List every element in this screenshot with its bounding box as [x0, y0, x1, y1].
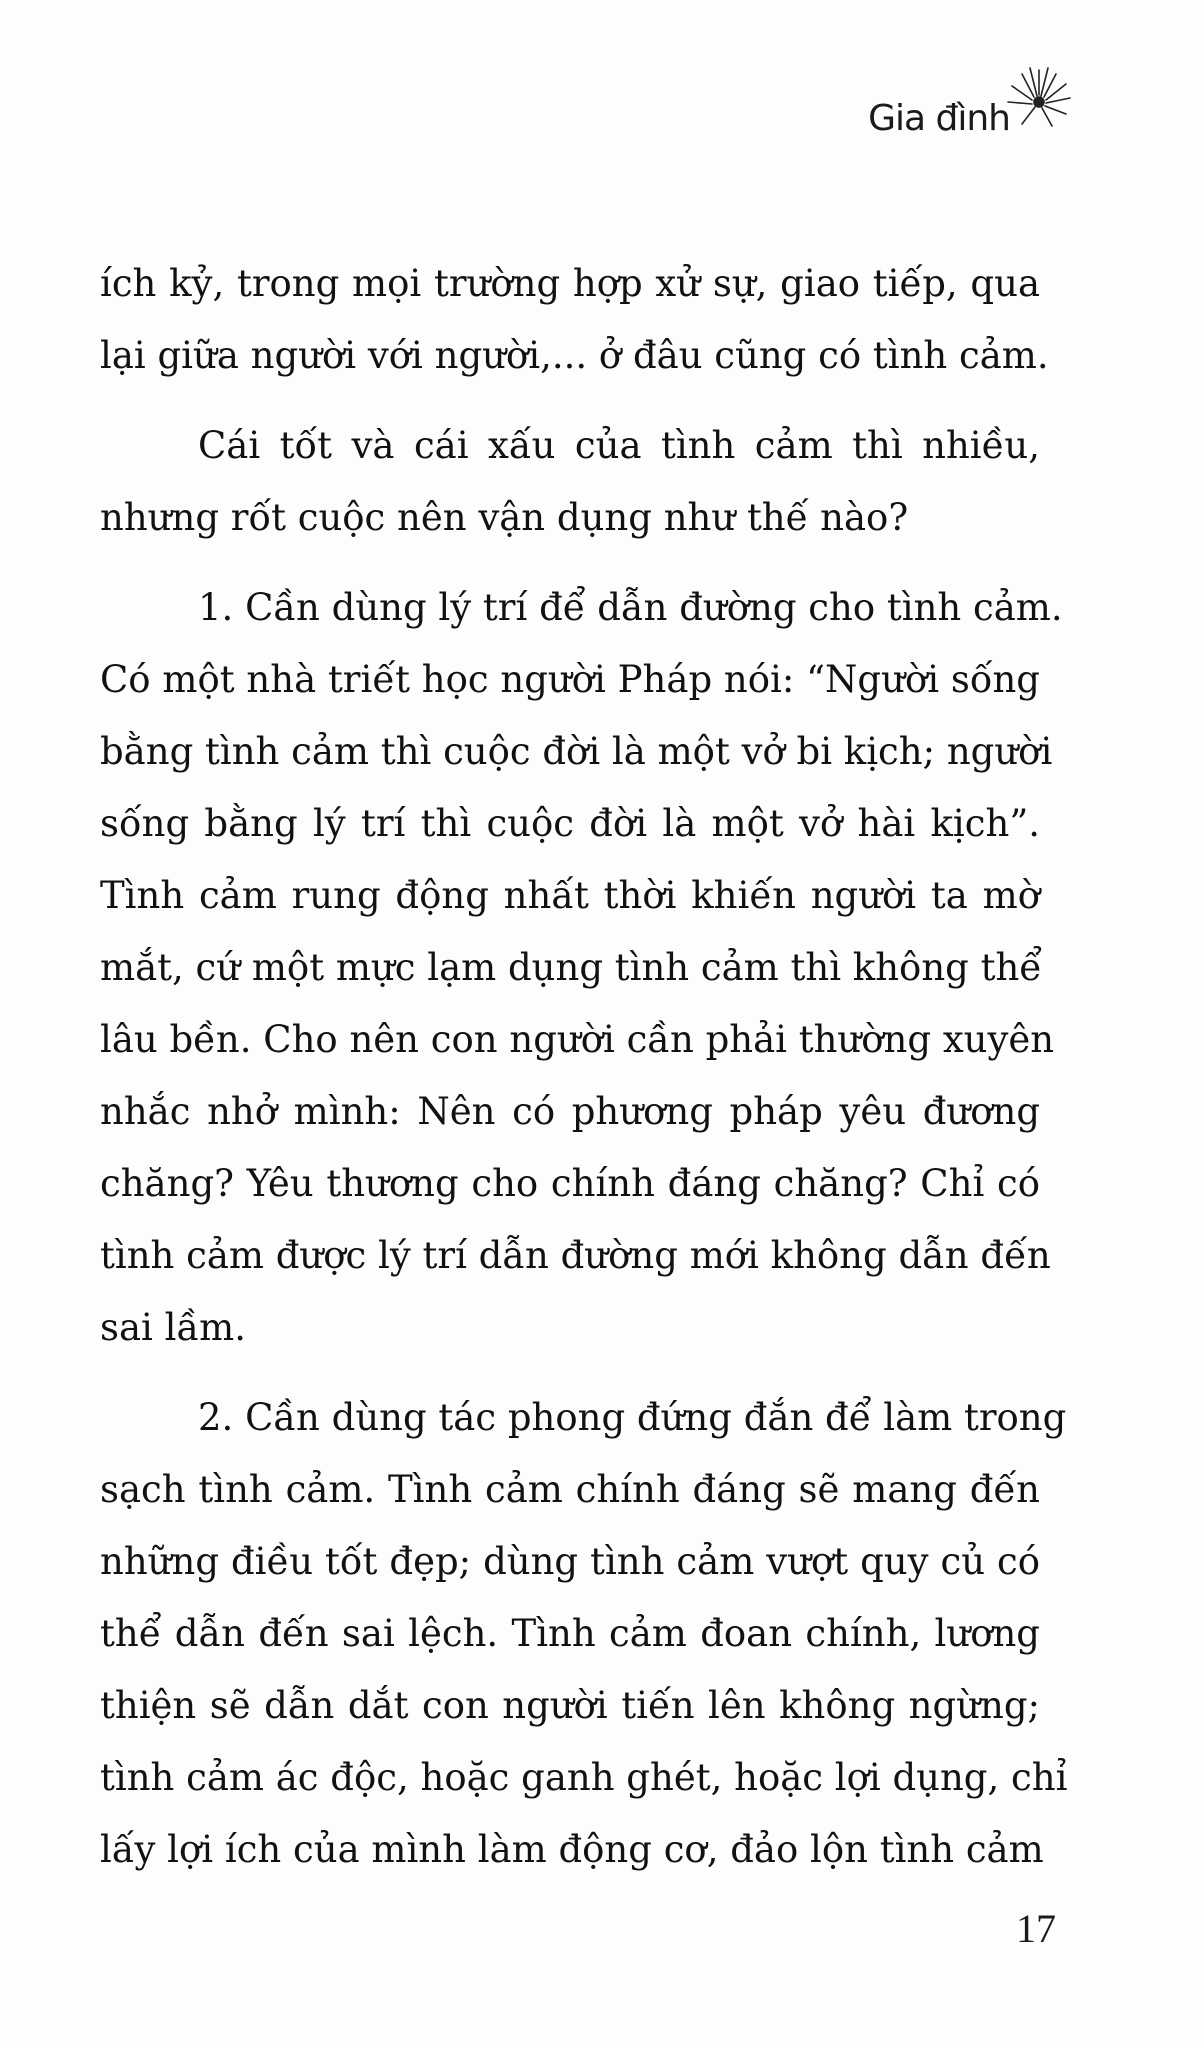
text-line: lại giữa người với người,... ở đâu cũng có tình cảm.: [100, 334, 1049, 377]
text-line: sống bằng lý trí thì cuộc đời là một vở hài kịch”.: [100, 802, 1040, 845]
text-line: sạch tình cảm. Tình cảm chính đáng sẽ mang đến: [100, 1468, 1040, 1511]
text-line: thiện sẽ dẫn dắt con người tiến lên không ngừng;: [100, 1684, 1040, 1727]
text-line: ích kỷ, trong mọi trường hợp xử sự, giao tiếp, qua: [100, 262, 1040, 305]
text-line: thể dẫn đến sai lệch. Tình cảm đoan chính, lương: [100, 1612, 1040, 1655]
text-line: lâu bền. Cho nên con người cần phải thường xuyên: [100, 1018, 1055, 1061]
text-line: tình cảm ác độc, hoặc ganh ghét, hoặc lợi dụng, chỉ: [100, 1756, 1068, 1799]
text-line: bằng tình cảm thì cuộc đời là một vở bi kịch; người: [100, 730, 1053, 773]
text-line: 2. Cần dùng tác phong đứng đắn để làm trong: [198, 1396, 1067, 1439]
running-head-title: Gia đình: [868, 98, 1010, 139]
text-line: những điều tốt đẹp; dùng tình cảm vượt quy củ có: [100, 1540, 1040, 1583]
paragraph-2: [100, 410, 1040, 554]
paragraph-4: [100, 1382, 1068, 1886]
text-line: Tình cảm rung động nhất thời khiến người ta mờ: [100, 874, 1040, 917]
text-line: nhưng rốt cuộc nên vận dụng như thế nào?: [100, 496, 909, 539]
text-line: 1. Cần dùng lý trí để dẫn đường cho tình cảm.: [198, 586, 1063, 629]
body-text: [100, 248, 1068, 1886]
text-line: tình cảm được lý trí dẫn đường mới không dẫn đến: [100, 1234, 1051, 1277]
page-number: 17: [1016, 1906, 1056, 1951]
paragraph-3: [100, 572, 1063, 1364]
flower-icon: [1004, 64, 1074, 134]
text-line: sai lầm.: [100, 1306, 246, 1349]
text-line: Có một nhà triết học người Pháp nói: “Người sống: [100, 658, 1040, 701]
text-line: lấy lợi ích của mình làm động cơ, đảo lộn tình cảm: [100, 1828, 1044, 1871]
text-line: mắt, cứ một mực lạm dụng tình cảm thì không thể: [100, 946, 1043, 989]
running-head: [868, 98, 1074, 139]
text-line: Cái tốt và cái xấu của tình cảm thì nhiều,: [198, 424, 1040, 467]
paragraph-1: [100, 248, 1049, 392]
text-line: chăng? Yêu thương cho chính đáng chăng? Chỉ có: [100, 1162, 1040, 1205]
text-line: nhắc nhở mình: Nên có phương pháp yêu đương: [100, 1090, 1040, 1133]
